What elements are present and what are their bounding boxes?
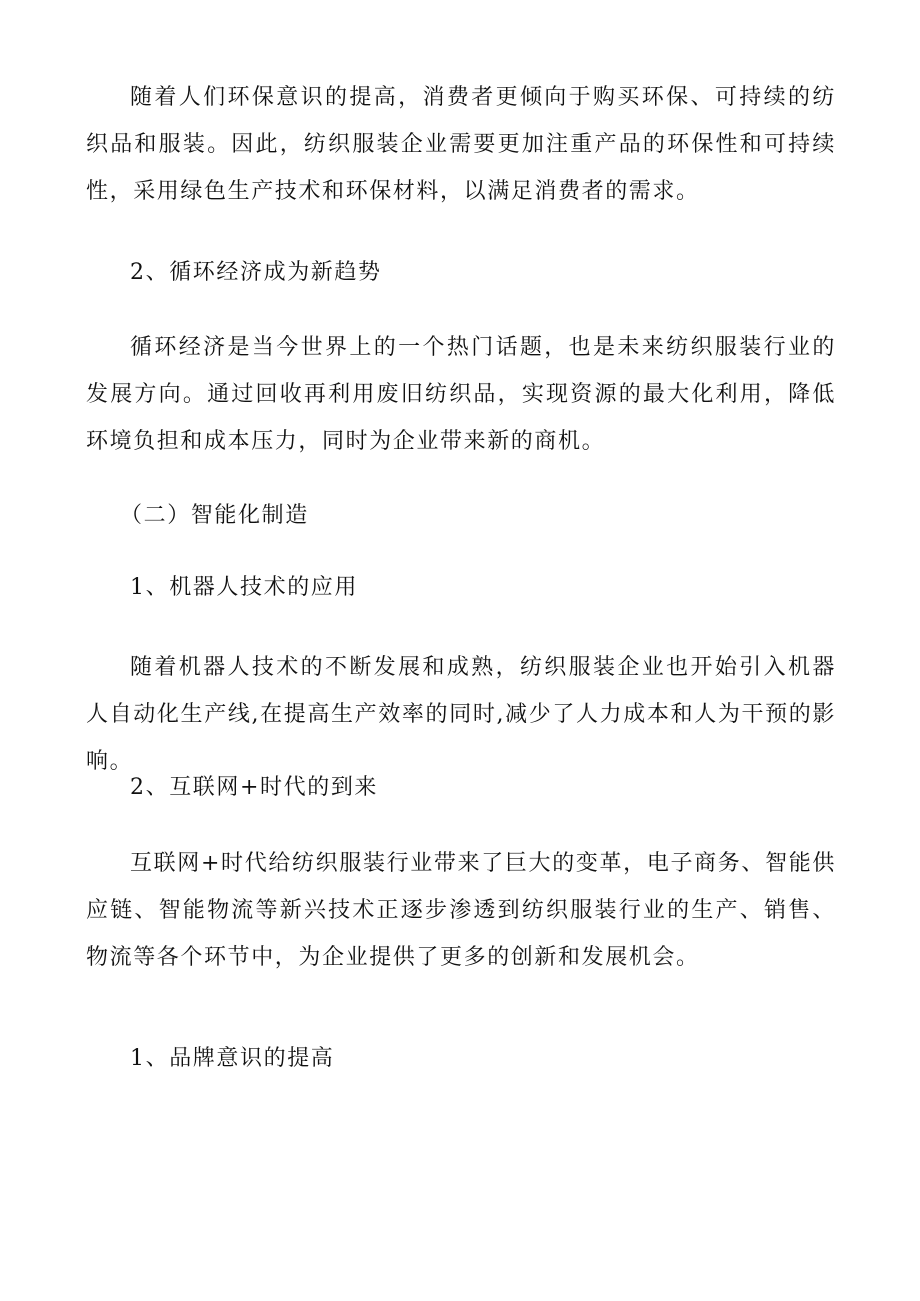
paragraph-circular-economy: 循环经济是当今世界上的一个热门话题，也是未来纺织服装行业的发展方向。通过回收再利用废旧纺织品，实现资源的最大化利用，降低环境负担和成本压力，同时为企业带来新的商机。 xyxy=(86,335,836,454)
heading-robot-technology: 1、机器人技术的应用 xyxy=(130,575,358,600)
heading-intelligent-manufacturing: （二）智能化制造 xyxy=(120,503,309,528)
paragraph-robot-technology: 随着机器人技术的不断发展和成熟，纺织服装企业也开始引入机器人自动化生产线,在提高生产效率的同时,减少了人力成本和人为干预的影响。 xyxy=(86,655,836,774)
heading-internet-plus: 2、互联网+时代的到来 xyxy=(130,775,379,800)
heading-circular-economy: 2、循环经济成为新趋势 xyxy=(130,260,382,285)
paragraph-internet-plus: 互联网+时代给纺织服装行业带来了巨大的变革，电子商务、智能供应链、智能物流等新兴技术正逐步渗透到纺织服装行业的生产、销售、物流等各个环节中，为企业提供了更多的创新和发展机会。 xyxy=(86,851,836,970)
heading-brand-awareness: 1、品牌意识的提高 xyxy=(130,1046,335,1071)
paragraph-eco-awareness: 随着人们环保意识的提高，消费者更倾向于购买环保、可持续的纺织品和服装。因此，纺织服装企业需要更加注重产品的环保性和可持续性，采用绿色生产技术和环保材料，以满足消费者的需求。 xyxy=(86,85,836,204)
